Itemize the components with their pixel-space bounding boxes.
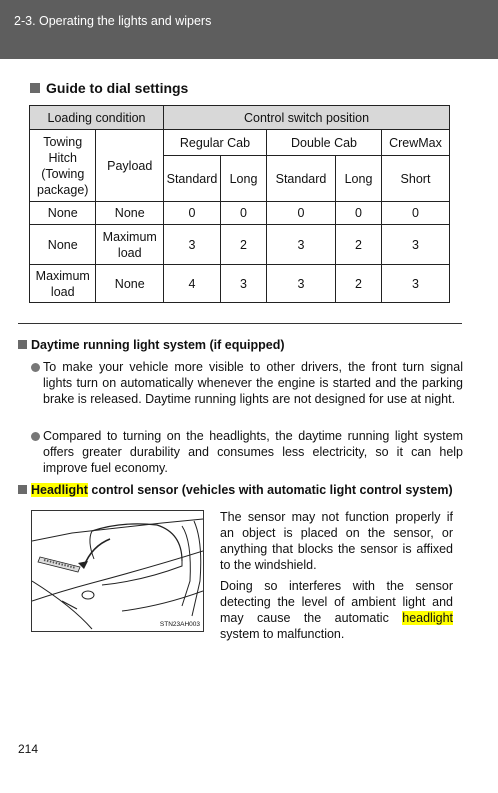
sensor-paragraph-1: The sensor may not function properly if an object is placed on the sensor, or anything that blocks the sensor is affixed to the windshield. (220, 510, 453, 572)
table-cell: 3 (267, 265, 336, 303)
table-header-row (30, 106, 450, 130)
square-bullet-icon (30, 83, 40, 93)
header-crewmax-short: Short (382, 156, 450, 202)
table-cell: Maximum load (96, 225, 164, 265)
bullet-dot-icon (31, 432, 40, 441)
drl-heading (18, 338, 285, 352)
sensor-title-highlight: Headlight (31, 483, 88, 497)
page-header (0, 0, 498, 59)
sensor-title-rest: control sensor (vehicles with automatic light control system) (87, 483, 453, 497)
header-regular-standard: Standard (164, 156, 221, 202)
header-control-switch-position: Control switch position (164, 106, 450, 130)
header-double-standard: Standard (267, 156, 336, 202)
table-cell: 2 (221, 225, 267, 265)
page-number: 214 (18, 742, 39, 756)
header-loading-condition: Loading condition (30, 106, 164, 130)
drl-bullet-1 (31, 359, 463, 407)
sensor-illustration (31, 510, 204, 632)
table-cell: 0 (164, 202, 221, 225)
table-cell: 3 (164, 225, 221, 265)
section-title: 2-3. Operating the lights and wipers (14, 14, 212, 28)
drl-title: Daytime running light system (if equipped) (31, 338, 285, 352)
table-row (30, 265, 450, 303)
sensor-heading (18, 483, 453, 497)
table-cell: None (96, 265, 164, 303)
table-cell: 2 (336, 265, 382, 303)
table-cell: None (96, 202, 164, 225)
table-cell: 0 (382, 202, 450, 225)
table-cell: 3 (382, 225, 450, 265)
drl-bullet-2-text: Compared to turning on the headlights, the daytime running light system offers greater durability and consumes less electricity, so it can help improve fuel economy. (43, 429, 463, 475)
table-cell: 2 (336, 225, 382, 265)
sensor-p2-after: system to malfunction. (220, 627, 345, 641)
table-row (30, 225, 450, 265)
table-cell: 3 (382, 265, 450, 303)
bullet-dot-icon (31, 363, 40, 372)
header-regular-long: Long (221, 156, 267, 202)
header-towing-hitch: Towing Hitch (Towing package) (30, 130, 96, 202)
table-cell: 0 (221, 202, 267, 225)
table-cell: 4 (164, 265, 221, 303)
header-crewmax: CrewMax (382, 130, 450, 156)
square-bullet-icon (18, 340, 27, 349)
table-cell: 3 (221, 265, 267, 303)
table-cell: None (30, 202, 96, 225)
table-cab-row (30, 130, 450, 156)
square-bullet-icon (18, 485, 27, 494)
figure-code: STN23AH003 (159, 621, 200, 628)
dial-settings-table (29, 105, 450, 303)
header-double-long: Long (336, 156, 382, 202)
header-regular-cab: Regular Cab (164, 130, 267, 156)
table-row (30, 202, 450, 225)
drl-bullet-1-text: To make your vehicle more visible to other drivers, the front turn signal lights turn on automatically whenever the engine is started and the parking brake is released. Daytime running lights are not designed for use at night. (43, 360, 463, 406)
table-cell: 0 (267, 202, 336, 225)
table-cell: None (30, 225, 96, 265)
header-double-cab: Double Cab (267, 130, 382, 156)
header-payload: Payload (96, 130, 164, 202)
drl-bullet-2 (31, 428, 463, 476)
table-cell: Maximum load (30, 265, 96, 303)
sensor-p2-highlight: headlight (402, 611, 453, 625)
section-divider (18, 323, 462, 324)
sensor-p2-before: Doing so interferes with the sensor detecting the level of ambient light and may cause the automatic (220, 579, 453, 625)
table-cell: 3 (267, 225, 336, 265)
guide-heading (30, 80, 188, 96)
sensor-paragraph-2 (220, 578, 453, 642)
table-cell: 0 (336, 202, 382, 225)
guide-title: Guide to dial settings (46, 80, 189, 96)
dashboard-illustration-svg (32, 511, 203, 631)
